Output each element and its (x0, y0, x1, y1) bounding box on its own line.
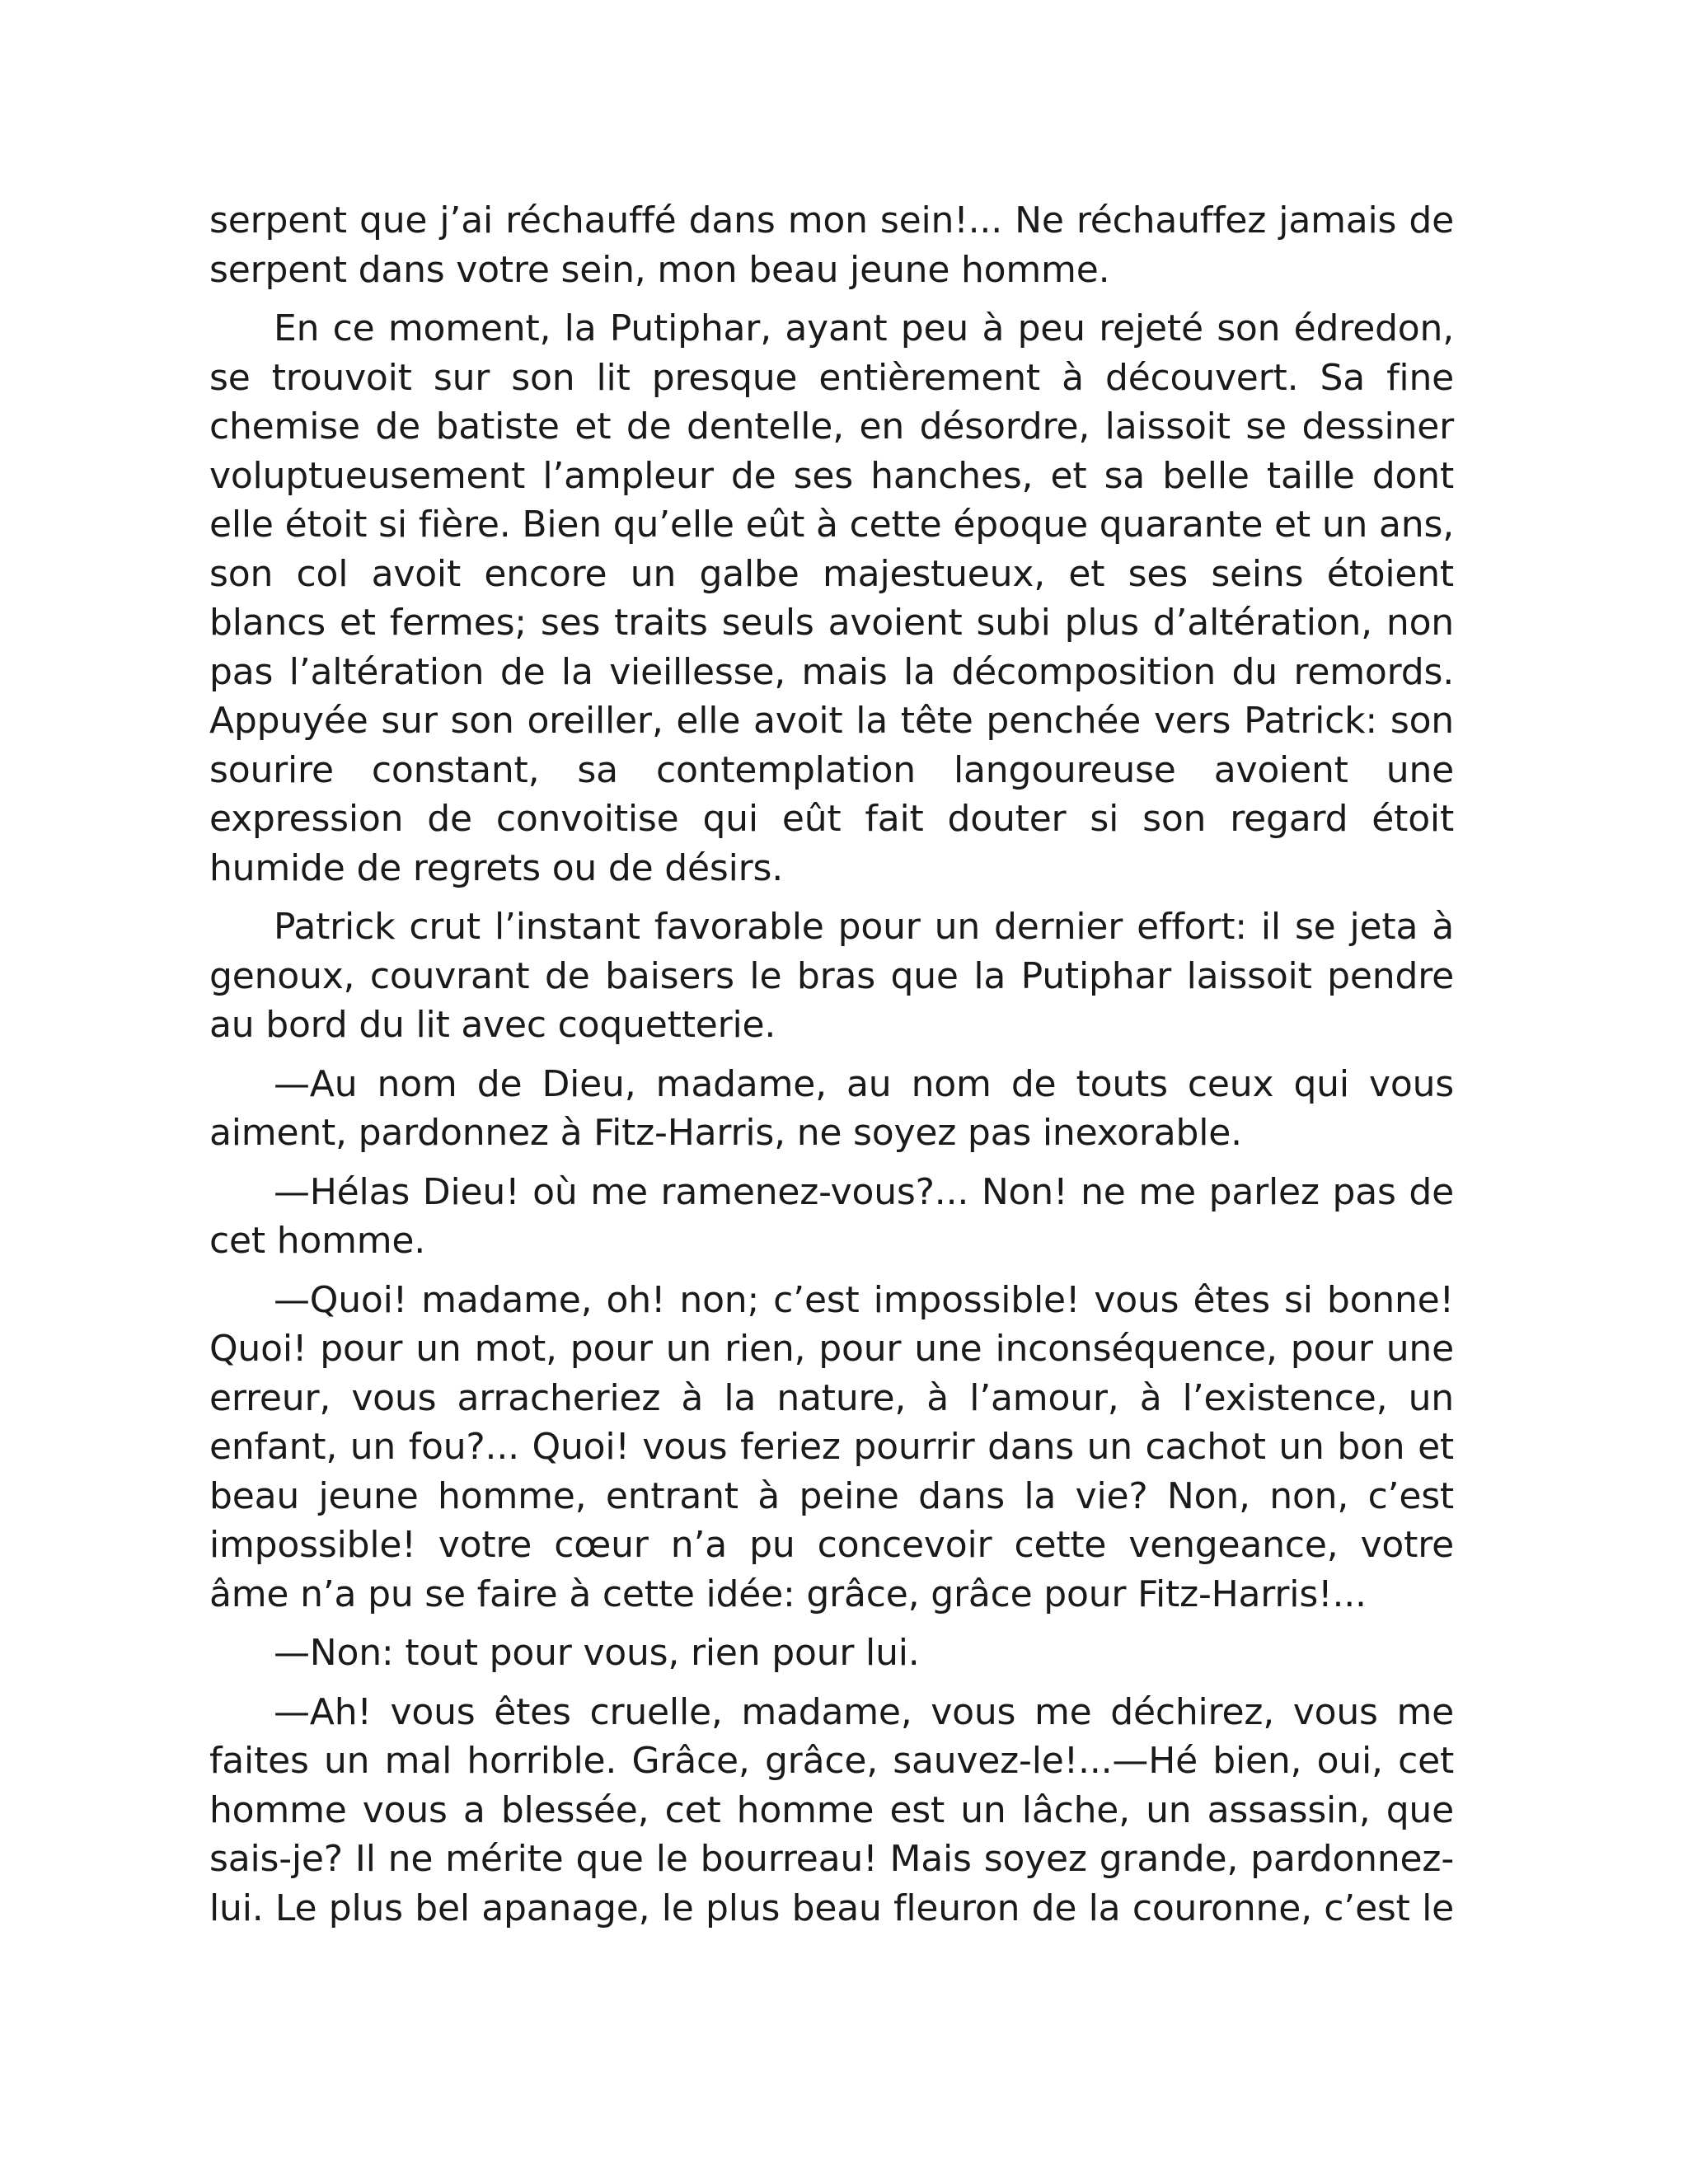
dialogue-line: —Ah! vous êtes cruelle, madame, vous me déchirez, vous me faites un mal horrible. Grâce, grâce, sauvez-le!...—Hé bien, oui, cet homme vous a blessée, cet homme est un lâche, un assassin, que sais-je? Il ne mérite que le bourreau! Mais soyez grande, pardonnez-lui. Le plus bel apanage, le plus beau fleuron de la couronne, c’est le (209, 1690, 1454, 1929)
dialogue-line: —Non: tout pour vous, rien pour lui. (274, 1632, 920, 1674)
dialogue-line: —Au nom de Dieu, madame, au nom de touts ceux qui vous aiment, pardonnez à Fitz-Harris, ne soyez pas inexorable. (209, 1062, 1454, 1154)
dialogue-line: —Hélas Dieu! où me ramenez-vous?... Non! ne me parlez pas de cet homme. (209, 1170, 1454, 1262)
paragraph-narration-putiphar: En ce moment, la Putiphar, ayant peu à peu rejeté son édredon, se trouvoit sur son lit presque entièrement à découvert. Sa fine chemise de batiste et de dentelle, en désordre, laissoit se dessiner voluptueusement l’ampleur de ses hanches, et sa belle taille dont elle étoit si fière. Bien qu’elle eût à cette époque quarante et un ans, son col avoit encore un galbe majestueux, et ses seins étoient blancs et fermes; ses traits seuls avoient subi plus d’altération, non pas l’altération de la vieillesse, mais la décomposition du remords. Appuyée sur son oreiller, elle avoit la tête penchée vers Patrick: son sourire constant, sa contemplation langoureuse avoient une expression de convoitise qui eût fait douter si son regard étoit humide de regrets ou de désirs. (209, 307, 1454, 889)
paragraph-narration-patrick: Patrick crut l’instant favorable pour un dernier effort: il se jeta à genoux, couvrant de baisers le bras que la Putiphar laissoit pendre au bord du lit avec coquetterie. (209, 906, 1454, 1046)
paragraph-continuation: serpent que j’ai réchauffé dans mon sein!... Ne réchauffez jamais de serpent dans votre sein, mon beau jeune homme. (209, 199, 1454, 291)
book-page (209, 196, 1454, 1943)
dialogue-line: —Quoi! madame, oh! non; c’est impossible! vous êtes si bonne! Quoi! pour un mot, pour un rien, pour une inconséquence, pour une erreur, vous arracheriez à la nature, à l’amour, à l’existence, un enfant, un fou?... Quoi! vous feriez pourrir dans un cachot un bon et beau jeune homme, entrant à peine dans la vie? Non, non, c’est impossible! votre cœur n’a pu concevoir cette vengeance, votre âme n’a pu se faire à cette idée: grâce, grâce pour Fitz-Harris!... (209, 1278, 1454, 1615)
